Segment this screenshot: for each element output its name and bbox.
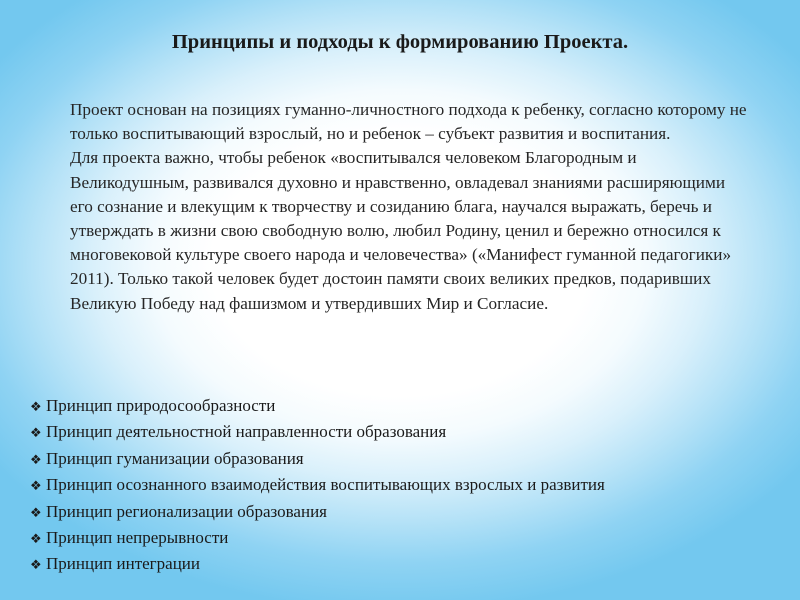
principle-label: Принцип природосообразности bbox=[46, 396, 276, 415]
list-item bbox=[30, 420, 770, 446]
diamond-bullet-icon: ❖ bbox=[30, 479, 42, 495]
diamond-bullet-icon: ❖ bbox=[30, 452, 42, 468]
list-item bbox=[30, 473, 770, 499]
principle-label: Принцип непрерывности bbox=[46, 528, 229, 548]
diamond-bullet-icon: ❖ bbox=[30, 505, 42, 521]
list-item bbox=[30, 394, 770, 420]
paragraph-manifesto: Для проекта важно, чтобы ребенок «воспитывался человеком Благородным и Великодушным, развивался духовно и нравственно, овладевал знаниями расширяющими его сознание и влекущим к творчеству и созиданию блага, научался выражать, беречь и утверждать в жизни свою свободную волю, любил Родину, ценил и бережно относился к многовековой культуре своего народа и человечества» («Манифест гуманной педагогики» 2011). Только такой человек будет достоин памяти своих великих предков, подаривших Великую Победу над фашизмом и утвердивших Мир и Согласие. bbox=[70, 148, 732, 313]
principle-label: Принцип интеграции bbox=[46, 554, 200, 574]
principle-label: Принцип регионализации образования bbox=[46, 501, 327, 521]
body-text bbox=[70, 98, 750, 316]
diamond-bullet-icon: ❖ bbox=[30, 558, 42, 574]
diamond-bullet-icon: ❖ bbox=[30, 400, 42, 415]
diamond-bullet-icon: ❖ bbox=[30, 532, 42, 548]
list-item bbox=[30, 447, 770, 473]
list-item bbox=[30, 552, 770, 578]
principles-list bbox=[30, 394, 770, 579]
principle-label: Принцип осознанного взаимодействия воспитывающих взрослых и развития bbox=[46, 475, 605, 495]
list-item bbox=[30, 500, 770, 526]
principle-label: Принцип деятельностной направленности образования bbox=[46, 422, 447, 442]
paragraph-approach: Проект основан на позициях гуманно-личностного подхода к ребенку, согласно которому не только воспитывающий взрослый, но и ребенок – субъект развития и воспитания. bbox=[70, 100, 747, 144]
list-item bbox=[30, 526, 770, 552]
diamond-bullet-icon: ❖ bbox=[30, 426, 42, 442]
principle-label: Принцип гуманизации образования bbox=[46, 448, 304, 468]
slide-title: Принципы и подходы к формированию Проекта. bbox=[171, 31, 629, 53]
